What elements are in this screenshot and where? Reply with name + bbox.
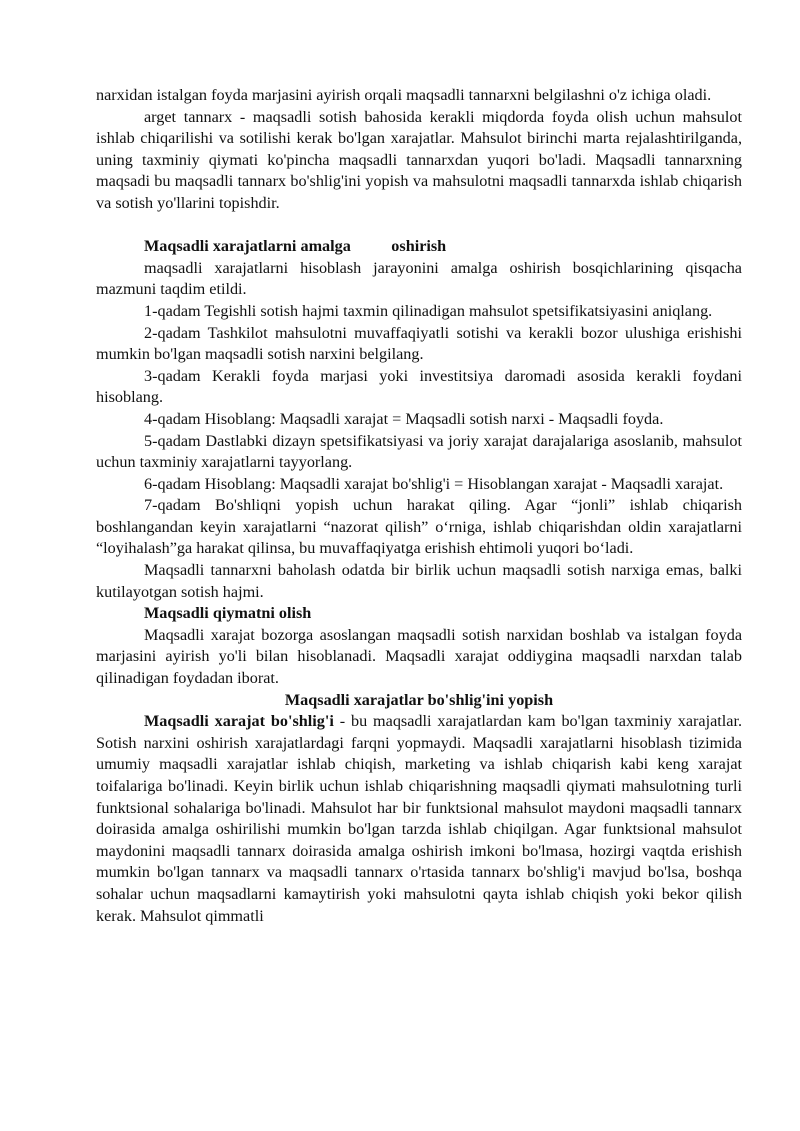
paragraph-target-cost: arget tannarx - maqsadli sotish bahosida kerakli miqdorda foyda olish uchun mahsulot ishlab chiqarilishi va sotilishi kerak bo'lgan xarajatlar. Mahsulot birinchi marta rejalashtirilganda, uning taxminiy qiymati ko'pincha maqsadli tannarxdan yuqori bo'ladi. Maqsadli tannarxning maqsadi bu maqsadli tannarx bo'shlig'ini yopish va mahsulotni maqsadli tannarxda ishlab chiqarish va sotish yo'llarini topishdir.: [96, 107, 742, 212]
step-2: 2-qadam Tashkilot mahsulotni muvaffaqiyatli sotishi va kerakli bozor ulushiga erishishi mumkin bo'lgan maqsadli sotish narxini belgilang.: [96, 323, 742, 364]
paragraph-intro: narxidan istalgan foyda marjasini ayirish orqali maqsadli tannarxni belgilashni o'z ichiga oladi.: [96, 86, 712, 104]
term-cost-gap: Maqsadli xarajat bo'shlig'i: [144, 712, 334, 731]
step-3: 3-qadam Kerakli foyda marjasi yoki investitsiya daromadi asosida kerakli foydani hisoblang.: [96, 366, 742, 407]
paragraph-summary: maqsadli xarajatlarni hisoblash jarayonini amalga oshirish bosqichlarining qisqacha mazmuni taqdim etildi.: [96, 258, 742, 299]
step-5: 5-qadam Dastlabki dizayn spetsifikatsiyasi va joriy xarajat darajalariga asoslanib, mahsulot uchun taxminiy xarajatlarni tayyorlang.: [96, 431, 742, 472]
paragraph-calculation: Maqsadli xarajat bozorga asoslangan maqsadli sotish narxidan boshlab va istalgan foyda marjasini ayirish yo'li bilan hisoblanadi. Maqsadli xarajat oddiygina maqsadli narxdan talab qilinadigan foydadan iborat.: [96, 625, 742, 688]
heading-implementation: Maqsadli xarajatlarni amalga oshirish: [144, 237, 447, 256]
step-4: 4-qadam Hisoblang: Maqsadli xarajat = Maqsadli sotish narxi - Maqsadli foyda.: [144, 409, 664, 428]
step-7: 7-qadam Bo'shliqni yopish uchun harakat qiling. Agar “jonli” ishlab chiqarish boshlangandan keyin xarajatlarni “nazorat qilish” o‘rniga, ishlab chiqarishdan oldin xarajatlarni “loyihalash”ga harakat qilinsa, bu muvaffaqiyatga erishish ehtimoli yuqori bo‘ladi.: [96, 496, 742, 558]
heading-obtain-value: Maqsadli qiymatni olish: [144, 604, 312, 623]
heading-closing-gap: Maqsadli xarajatlar bo'shlig'ini yopish: [284, 690, 554, 709]
paragraph-cost-gap: [96, 711, 742, 927]
spacer: [96, 215, 742, 237]
step-1: 1-qadam Tegishli sotish hajmi taxmin qilinadigan mahsulot spetsifikatsiyasini aniqlang.: [144, 301, 713, 320]
paragraph-estimation: Maqsadli tannarxni baholash odatda bir birlik uchun maqsadli sotish narxiga emas, balki kutilayotgan sotish hajmi.: [96, 561, 742, 601]
step-6: 6-qadam Hisoblang: Maqsadli xarajat bo'shlig'i = Hisoblangan xarajat - Maqsadli xarajat.: [144, 474, 724, 493]
paragraph-cost-gap-text: - bu maqsadli xarajatlardan kam bo'lgan taxminiy xarajatlar. Sotish narxini oshirish xarajatlardagi farqni yopmaydi. Maqsadli xarajatlarni hisoblash tizimida umumiy maqsadli xarajatlar ishlab chiqish, marketing va ishlab chiqarish kabi keng xarajat toifalariga bo'linadi. Keyin birlik uchun ishlab chiqarishning maqsadli qiymati mahsulotning turli funktsional sohalariga bo'linadi. Mahsulot har bir funktsional mahsulot maydoni maqsadli tannarx doirasida amalga oshirilishi mumkin bo'lgan tarzda ishlab chiqilgan. Agar funktsional mahsulot maydonini maqsadli tannarx doirasida amalga oshirish imkoni bo'lmasa, hozirgi vaqtda erishish mumkin bo'lgan tannarx va maqsadli tannarx o'rtasida tannarx bo'shlig'i mavjud bo'lsa, boshqa sohalar uchun maqsadlarni kamaytirish yoki mahsulotni qayta ishlab chiqish yoki bekor qilish kerak. Mahsulot qimmatli: [96, 712, 742, 925]
document-body: [96, 85, 742, 927]
